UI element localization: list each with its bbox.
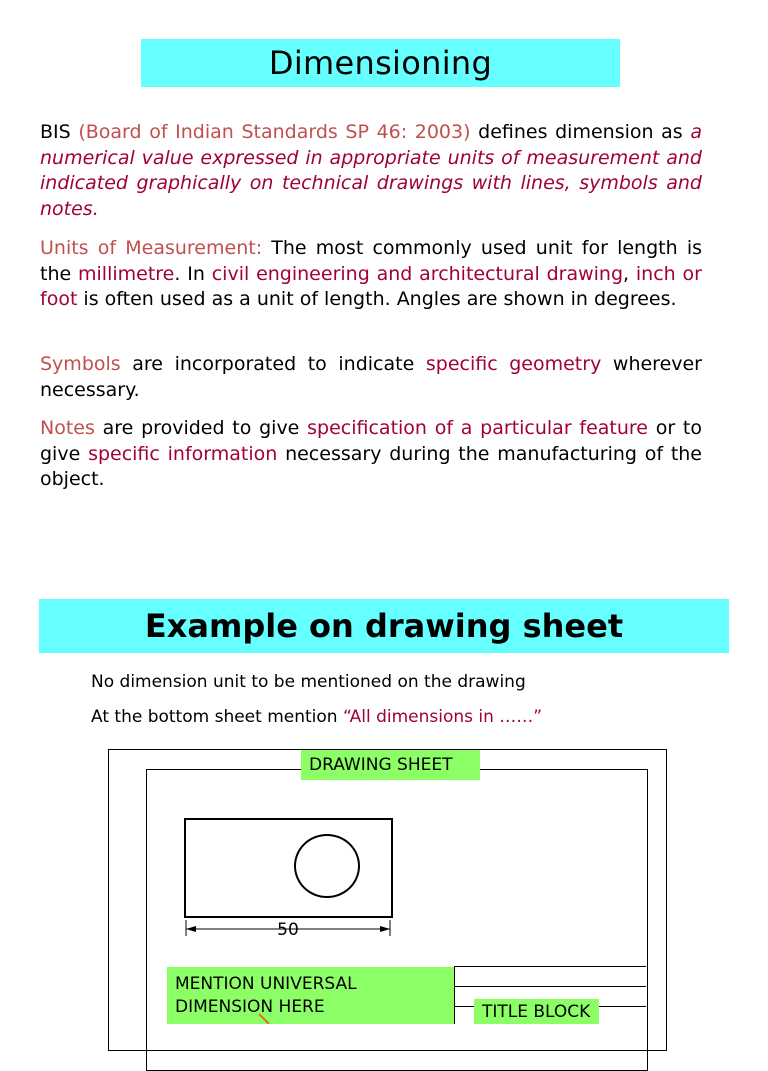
all-dimensions-quote: “All dimensions in ……” xyxy=(342,707,543,727)
notes-heading: Notes xyxy=(40,417,95,439)
bis-definition-paragraph xyxy=(40,120,702,222)
text-run: At the bottom sheet mention xyxy=(91,707,343,727)
specific-geometry-term: specific geometry xyxy=(425,353,602,375)
title-block-line xyxy=(454,986,646,987)
drawn-rectangle xyxy=(184,818,393,918)
text-run: , xyxy=(623,262,636,285)
drawn-circle xyxy=(294,834,360,898)
drawing-sheet-label-text: DRAWING SHEET xyxy=(309,755,453,775)
symbols-heading: Symbols xyxy=(40,353,121,375)
dimension-definition: a numerical value expressed in appropriate units of measurement and indicated graphically on technical drawings with lines, symbols and notes. xyxy=(40,121,702,220)
civil-engineering-term: civil engineering and architectural drawing xyxy=(211,262,624,285)
note-bottom-sheet xyxy=(91,707,542,727)
page-title-text: Dimensioning xyxy=(268,44,493,82)
title-block-label xyxy=(474,999,599,1024)
bis-fullname: (Board of Indian Standards SP 46: 2003) xyxy=(78,121,471,143)
drawing-sheet-label xyxy=(301,750,480,780)
title-block-label-text: TITLE BLOCK xyxy=(482,1001,591,1022)
dimension-value: 50 xyxy=(277,920,299,940)
text-run: or to give xyxy=(40,417,703,465)
example-heading xyxy=(39,599,729,653)
specification-term: specification of a particular feature xyxy=(307,417,648,439)
text-run: The most commonly used unit for length is the xyxy=(40,237,702,285)
inch-foot-term: inch or foot xyxy=(40,262,702,311)
text-run: defines dimension as xyxy=(470,121,691,143)
example-heading-text: Example on drawing sheet xyxy=(144,607,624,645)
text-run: is often used as a unit of length. Angles are shown in degrees. xyxy=(77,288,677,311)
units-heading: Units of Measurement: xyxy=(40,237,263,259)
millimetre-term: millimetre xyxy=(78,262,175,285)
title-block-divider xyxy=(454,966,455,1024)
text-run: are provided to give xyxy=(94,417,308,439)
symbols-paragraph xyxy=(40,352,702,403)
units-paragraph xyxy=(40,236,702,313)
text-run: wherever necessary. xyxy=(40,353,702,401)
specific-information-term: specific information xyxy=(88,442,278,465)
text-run: BIS xyxy=(40,121,79,143)
text-run: are incorporated to indicate xyxy=(120,353,426,375)
universal-dimension-line1: MENTION UNIVERSAL xyxy=(175,973,357,994)
universal-dimension-label xyxy=(167,967,454,1024)
note-no-unit: No dimension unit to be mentioned on the drawing xyxy=(91,672,526,692)
text-run: . In xyxy=(174,262,212,285)
title-block-line xyxy=(454,966,646,967)
universal-dimension-line2: DIMENSION HERE xyxy=(175,996,325,1017)
notes-paragraph xyxy=(40,416,702,493)
text-run: necessary during the manufacturing of the object. xyxy=(40,442,702,491)
page-title xyxy=(141,39,620,87)
universal-dimension-pointer xyxy=(255,1012,275,1024)
